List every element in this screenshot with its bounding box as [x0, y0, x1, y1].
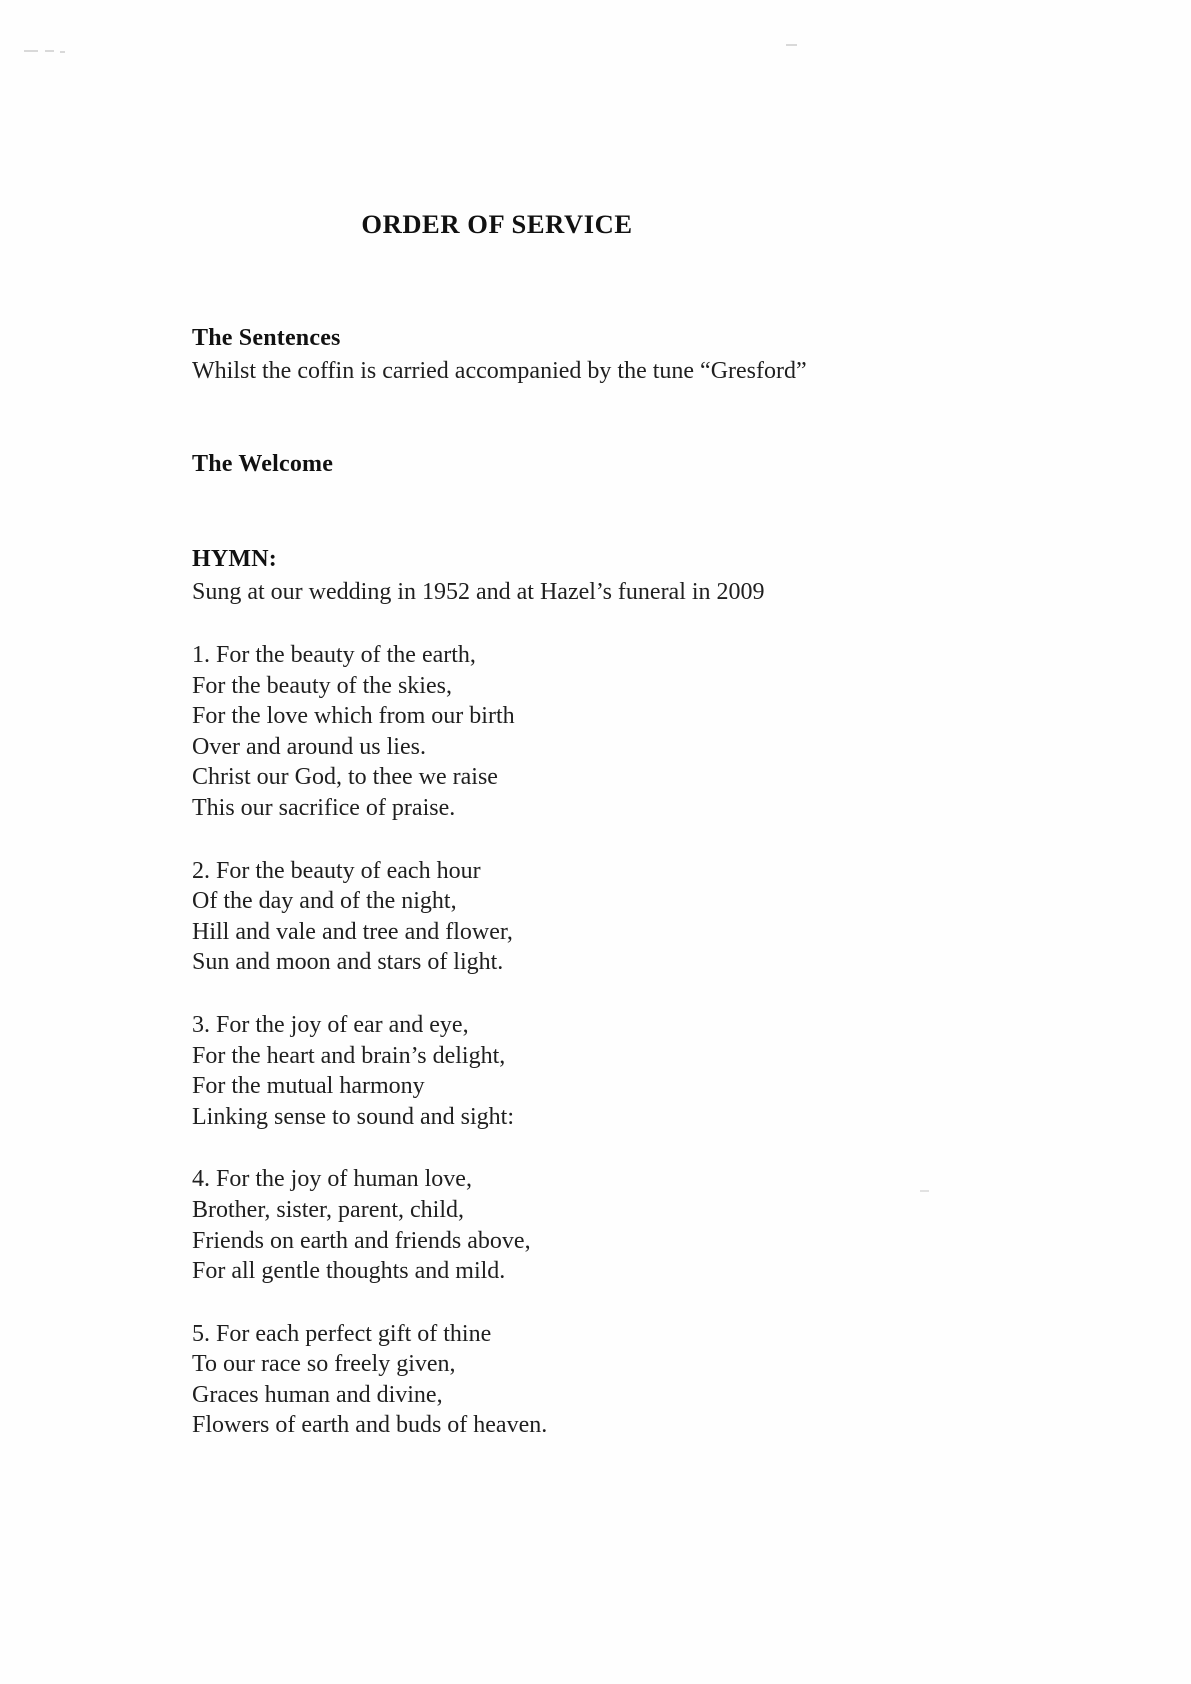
- scan-artifact-speck: [24, 50, 38, 52]
- hymn-verse-line: For the love which from our birth: [192, 703, 515, 730]
- hymn-verse: [192, 1319, 982, 1441]
- scan-artifact-speck: [60, 51, 65, 53]
- hymn-verse-line: Linking sense to sound and sight:: [192, 1103, 514, 1130]
- hymn-verse-line: This our sacrifice of praise.: [192, 794, 456, 821]
- document-body: [192, 0, 982, 1441]
- hymn-verse-line: Christ our God, to thee we raise: [192, 764, 498, 791]
- hymn-verse-line: Brother, sister, parent, child,: [192, 1196, 465, 1223]
- hymn-verse-line: For the heart and brain’s delight,: [192, 1042, 506, 1069]
- hymn-verse-line: To our race so freely given,: [192, 1351, 456, 1378]
- section-heading-hymn: HYMN:: [192, 546, 277, 572]
- hymn-verse-line: Sun and moon and stars of light.: [192, 949, 504, 976]
- hymn-verse-line: 2. For the beauty of each hour: [192, 857, 481, 884]
- hymn-verse-line: Of the day and of the night,: [192, 888, 457, 915]
- hymn-verse-line: For all gentle thoughts and mild.: [192, 1258, 506, 1285]
- hymn-verse-line: Graces human and divine,: [192, 1381, 443, 1408]
- hymn-verse-line: 1. For the beauty of the earth,: [192, 642, 476, 668]
- hymn-verse-line: 4. For the joy of human love,: [192, 1166, 472, 1193]
- sentences-body-text: Whilst the coffin is carried accompanied by the tune “Gresford”: [192, 358, 807, 384]
- hymn-verse: [192, 640, 982, 824]
- hymn-verse-line: 3. For the joy of ear and eye,: [192, 1011, 469, 1038]
- hymn-verse: [192, 856, 982, 978]
- hymn-verse-line: Over and around us lies.: [192, 733, 426, 760]
- hymn-verse-line: 5. For each perfect gift of thine: [192, 1320, 492, 1347]
- hymn-verse-line: For the beauty of the skies,: [192, 672, 452, 699]
- scan-artifact-speck: [45, 50, 54, 52]
- section-heading-the-sentences: The Sentences: [192, 325, 341, 351]
- section-the-welcome: [192, 451, 982, 478]
- page-title: ORDER OF SERVICE: [361, 209, 633, 239]
- section-heading-the-welcome: The Welcome: [192, 451, 334, 477]
- hymn-note: Sung at our wedding in 1952 and at Hazel’s funeral in 2009: [192, 579, 765, 605]
- hymn-verse-line: Hill and vale and tree and flower,: [192, 918, 513, 945]
- hymn-verse-line: Friends on earth and friends above,: [192, 1227, 531, 1254]
- hymn-verse-line: Flowers of earth and buds of heaven.: [192, 1412, 548, 1439]
- section-hymn: [192, 546, 982, 1441]
- hymn-verse: [192, 1164, 982, 1286]
- hymn-verse: [192, 1010, 982, 1132]
- section-the-sentences: [192, 325, 982, 387]
- hymn-verse-line: For the mutual harmony: [192, 1073, 425, 1100]
